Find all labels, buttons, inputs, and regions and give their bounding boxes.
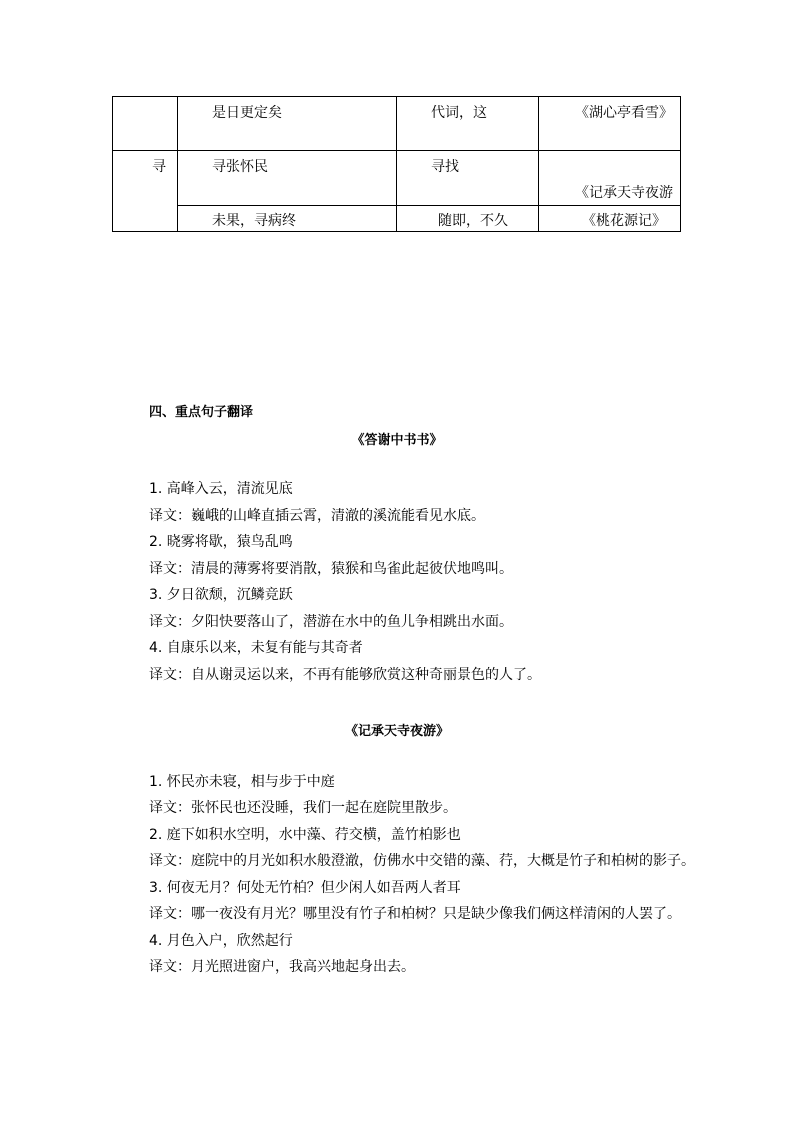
table-border-left [112, 96, 113, 232]
sentence: 3. 何夜无月？何处无竹柏？但少闲人如吾两人者耳 [149, 880, 461, 896]
translation: 译文：哪一夜没有月光？哪里没有竹子和柏树？只是缺少像我们俩这样清闲的人罢了。 [149, 906, 681, 922]
table-column-divider [396, 96, 397, 232]
sentence: 1. 高峰入云，清流见底 [149, 481, 293, 497]
table-cell-source: 《湖心亭看雪》 [575, 105, 673, 121]
translation: 译文：庭院中的月光如积水般澄澈，仿佛水中交错的藻、荇，大概是竹子和柏树的影子。 [149, 853, 695, 869]
translation: 译文：月光照进窗户，我高兴地起身出去。 [149, 959, 415, 975]
table-cell-meaning: 寻找 [431, 159, 459, 175]
table-cell-source: 《桃花源记》 [582, 213, 666, 229]
translation: 译文：自从谢灵运以来，不再有能够欣赏这种奇丽景色的人了。 [149, 667, 541, 683]
sentence: 2. 晓雾将歇，猿鸟乱鸣 [149, 534, 293, 550]
table-column-divider [177, 96, 178, 232]
table-cell-meaning: 代词，这 [431, 105, 487, 121]
table-cell-example: 未果，寻病终 [212, 213, 296, 229]
article-title: 《答谢中书书》 [351, 433, 443, 448]
sentence: 3. 夕日欲颓，沉鳞竞跃 [149, 587, 293, 603]
section-heading: 四、重点句子翻译 [149, 405, 254, 420]
sentence: 2. 庭下如积水空明，水中藻、荇交横，盖竹柏影也 [149, 827, 461, 843]
table-cell-example: 寻张怀民 [212, 159, 268, 175]
table-border-right [680, 96, 681, 232]
translation: 译文：夕阳快要落山了，潜游在水中的鱼儿争相跳出水面。 [149, 614, 513, 630]
translation: 译文：巍峨的山峰直插云霄，清澈的溪流能看见水底。 [149, 508, 485, 524]
translation: 译文：张怀民也还没睡，我们一起在庭院里散步。 [149, 800, 457, 816]
translation: 译文：清晨的薄雾将要消散，猿猴和鸟雀此起彼伏地鸣叫。 [149, 561, 513, 577]
sentence: 1. 怀民亦未寝，相与步于中庭 [149, 774, 335, 790]
table-row-divider [177, 205, 681, 206]
article-title: 《记承天寺夜游》 [344, 724, 449, 739]
table-cell-character: 寻 [152, 159, 166, 175]
table-cell-source: 《记承天寺夜游 [575, 185, 673, 201]
vocabulary-table [112, 96, 681, 232]
sentence: 4. 月色入户，欣然起行 [149, 933, 293, 949]
table-cell-example: 是日更定矣 [212, 105, 282, 121]
table-column-divider [538, 96, 539, 232]
sentence: 4. 自康乐以来，未复有能与其奇者 [149, 640, 363, 656]
table-cell-meaning: 随即，不久 [438, 213, 508, 229]
